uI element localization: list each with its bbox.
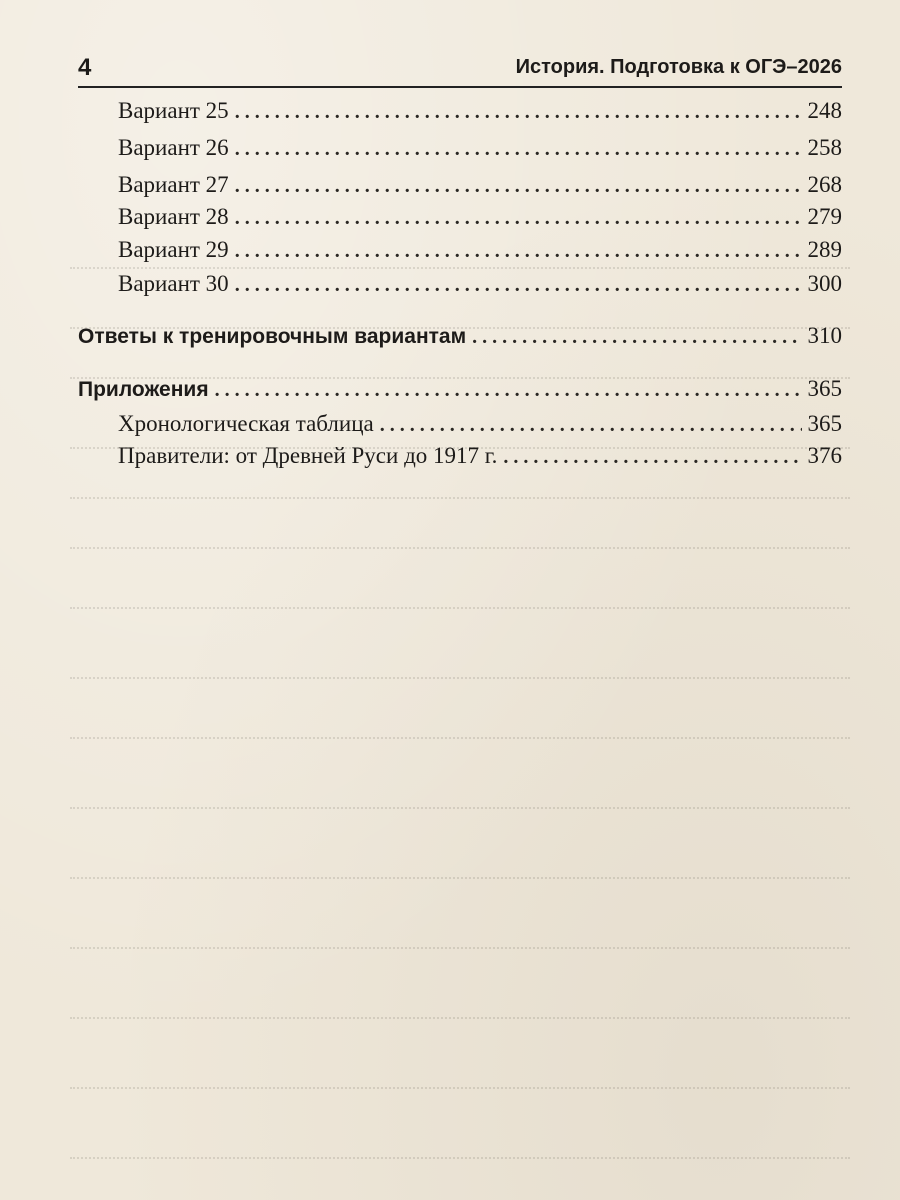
toc-entry-label: Вариант 25 xyxy=(118,98,229,123)
toc-leader-dots xyxy=(235,236,802,266)
toc-entry-label: Хронологическая таблица xyxy=(118,411,374,436)
toc-entry-label: Вариант 28 xyxy=(118,204,229,229)
toc-section-label: Приложения xyxy=(78,378,209,401)
toc-leader-dots xyxy=(503,442,801,472)
toc-entry xyxy=(78,96,842,127)
toc-entry xyxy=(78,202,842,233)
toc-leader-dots xyxy=(235,97,802,127)
toc-entry-page: 365 xyxy=(807,376,842,401)
toc-entry-page: 289 xyxy=(807,237,842,262)
toc-entry-page: 279 xyxy=(807,204,842,229)
toc-section-entry xyxy=(78,374,842,405)
toc-leader-dots xyxy=(235,171,802,201)
toc-leader-dots xyxy=(215,375,802,405)
toc-entry-page: 365 xyxy=(807,411,842,436)
toc-entry-label: Вариант 29 xyxy=(118,237,229,262)
toc-entry xyxy=(78,441,842,472)
header-rule xyxy=(78,86,842,88)
toc-entry-page: 248 xyxy=(807,98,842,123)
running-title: История. Подготовка к ОГЭ–2026 xyxy=(515,56,842,78)
toc-entry xyxy=(78,409,842,440)
toc-leader-dots xyxy=(235,203,802,233)
toc-leader-dots xyxy=(380,410,802,440)
toc-entry-page: 268 xyxy=(807,172,842,197)
toc-entry-label: Вариант 27 xyxy=(118,172,229,197)
page-number: 4 xyxy=(78,54,92,81)
toc-entry-label: Правители: от Древней Руси до 1917 г. xyxy=(118,443,498,468)
toc-leader-dots xyxy=(472,322,801,352)
toc-entry xyxy=(78,133,842,164)
toc-entry-page: 300 xyxy=(807,271,842,296)
toc-entry-page: 258 xyxy=(807,135,842,160)
toc-entry xyxy=(78,170,842,201)
page-header xyxy=(78,50,842,90)
toc-section-label: Ответы к тренировочным вариантам xyxy=(78,325,467,348)
toc-leader-dots xyxy=(235,134,802,164)
toc-entry-page: 376 xyxy=(807,443,842,468)
toc-entry-label: Вариант 30 xyxy=(118,271,229,296)
toc-entry-page: 310 xyxy=(807,323,842,348)
toc-entry-label: Вариант 26 xyxy=(118,135,229,160)
toc-entry xyxy=(78,235,842,266)
toc-entry xyxy=(78,269,842,300)
toc-section-entry xyxy=(78,321,842,352)
toc-leader-dots xyxy=(235,270,802,300)
